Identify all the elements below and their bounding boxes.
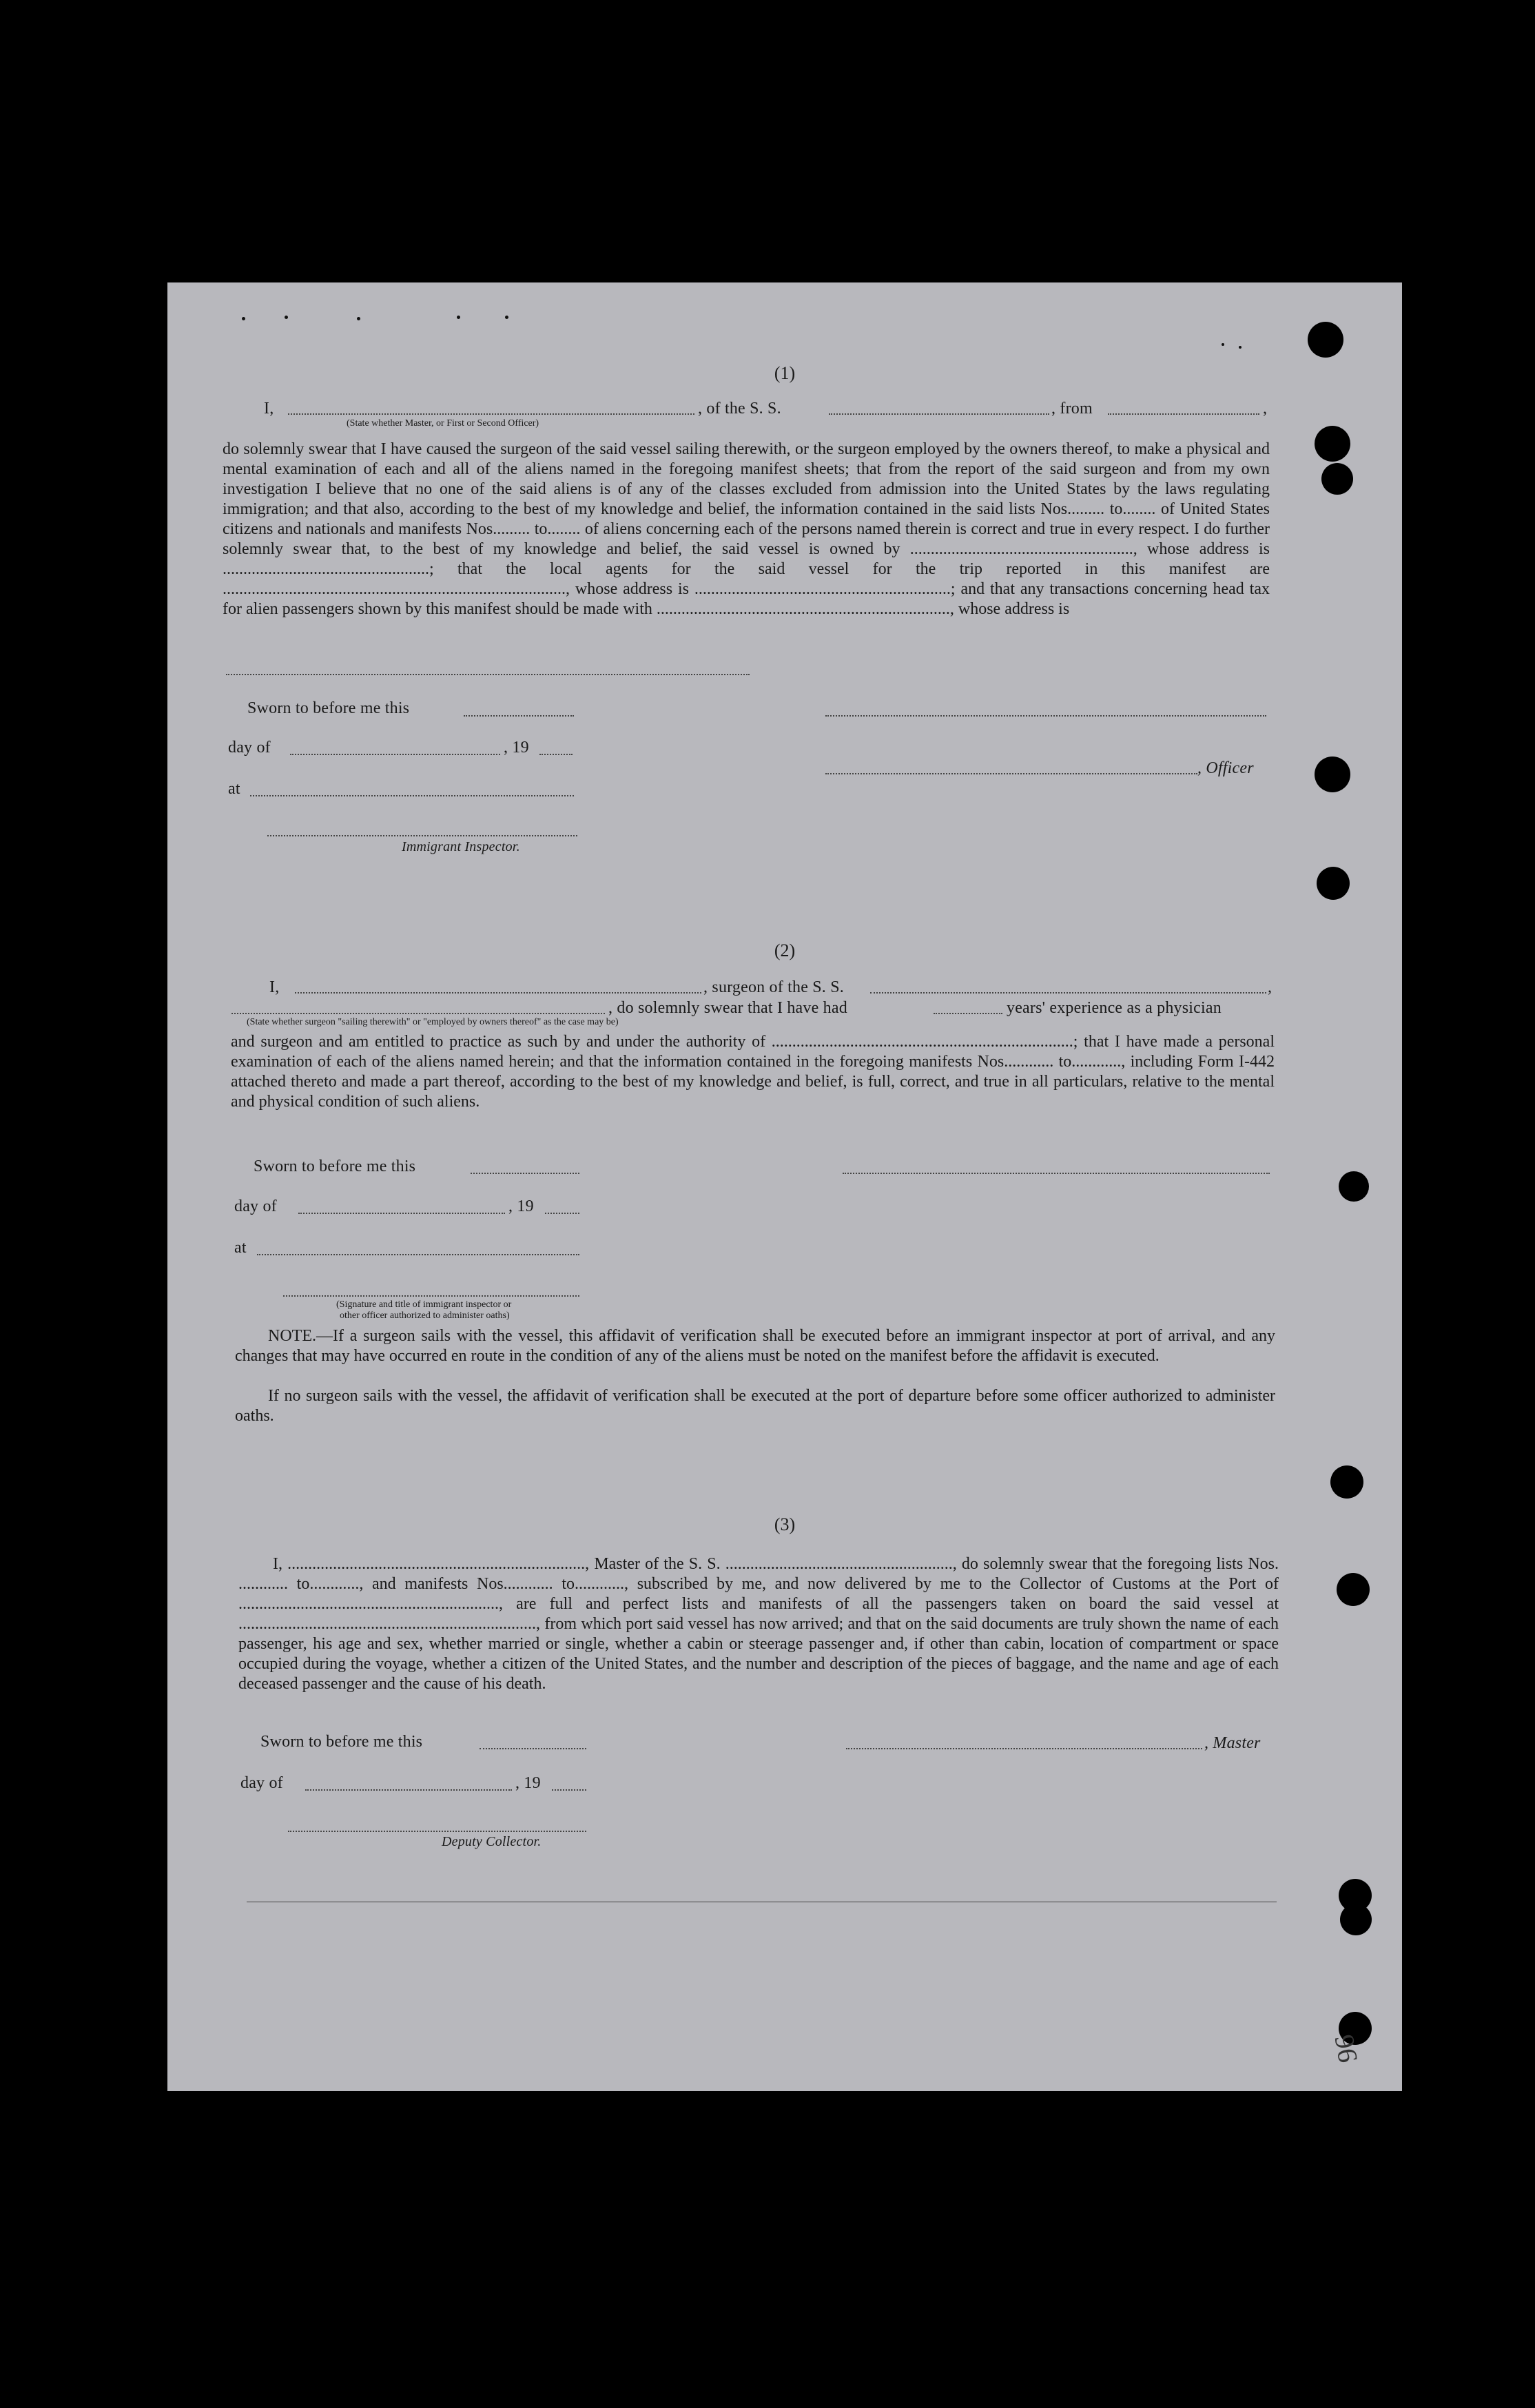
- s1-officer-note: (State whether Master, or First or Second Officer): [347, 418, 539, 429]
- fill-line: [295, 992, 701, 994]
- s1-sworn: Sworn to before me this: [247, 699, 410, 717]
- fill-line: [539, 754, 573, 755]
- s2-at: at: [234, 1239, 247, 1257]
- fill-line: [250, 795, 574, 796]
- s3-oath-text: I, ........................................................................, Master of the S. S. ......................................................., do solemnly swear that the foregoing lists Nos. ............ to............, and manifests Nos............ to............, subscribed by me, and now delivered by me to the Collector of Customs at the Port of ..............................................................., are full and perfect lists and manifests of all the passengers taken on board the said vessel at ........................................................................, from which port said vessel has now arrived; and that on the said documents are truly shown the name of each passenger, his age and sex, whether married or single, whether a cabin or steerage passenger and, if other than cabin, location of compartment or space occupied during the voyage, whether a citizen of the United States, and the number and description of the pieces of baggage, and the name and age of each deceased passenger and the cause of his death.: [238, 1555, 1279, 1693]
- punch-hole: [1321, 463, 1353, 495]
- speck: [357, 317, 360, 320]
- signature-line: [288, 1831, 586, 1832]
- s2-sig-note-1: (Signature and title of immigrant inspector or: [336, 1299, 512, 1310]
- signature-line: [825, 773, 1197, 774]
- s2-note-2: If no surgeon sails with the vessel, the affidavit of verification shall be executed at the port of departure before some officer authorized to administer oaths.: [235, 1387, 1275, 1425]
- speck: [285, 316, 288, 319]
- s3-year: , 19: [515, 1774, 541, 1792]
- punch-hole: [1317, 867, 1350, 900]
- fill-line: [829, 413, 1049, 415]
- s2-comma: ,: [1268, 978, 1273, 996]
- s3-day: day of: [240, 1774, 283, 1792]
- punch-hole: [1339, 1171, 1369, 1202]
- fill-line: [480, 1748, 586, 1749]
- s2-surgeon: , surgeon of the S. S.: [703, 978, 844, 996]
- s1-from: , from: [1051, 400, 1093, 418]
- s1-day: day of: [228, 739, 271, 757]
- s2-swear: , do solemnly swear that I have had: [608, 999, 847, 1017]
- fill-line: [545, 1213, 579, 1214]
- speck: [1239, 346, 1242, 349]
- punch-hole: [1315, 757, 1350, 792]
- s1-year: , 19: [504, 739, 529, 757]
- fill-line: [464, 715, 574, 717]
- fill-line: [934, 1013, 1002, 1014]
- s2-note-1: NOTE.—If a surgeon sails with the vessel, this affidavit of verification shall be executed before an immigrant inspector at port of arrival, and any changes that may have occurred en route in the condition of any of the aliens must be noted on the manifest before the affidavit is executed.: [235, 1327, 1275, 1365]
- s1-inspector: Immigrant Inspector.: [402, 839, 520, 854]
- fill-line: [870, 992, 1266, 994]
- fill-line: [1108, 413, 1259, 415]
- fill-line: [288, 413, 694, 415]
- s2-sig-note-2: other officer authorized to administer oaths): [340, 1310, 510, 1321]
- fill-line: [231, 1013, 605, 1014]
- s2-sworn: Sworn to before me this: [254, 1157, 416, 1175]
- s1-oath-text: do solemnly swear that I have caused the surgeon of the said vessel sailing therewith, or the surgeon employed by the owners thereof, to make a physical and mental examination of each and all of the aliens named in the foregoing manifest sheets; that from the report of the said surgeon and from my own investigation I believe that no one of the said aliens is of any of the classes excluded from admission into the United States by the laws regulating immigration; and that also, according to the best of my knowledge and belief, the information contained in the said lists Nos......... to........ of United States citizens and nationals and manifests Nos......... to........ of aliens concerning each of the persons named therein is correct and true in every respect. I do further solemnly swear that, to the best of my knowledge and belief, the said vessel is owned by ......................................................, whose address is ..................................................; that the local agents for the said vessel for the trip reported in this manifest are ..................................................................................., whose address is ..............................................................; and that any transactions concerning head tax for alien passengers shown by this manifest should be made with ......................................................................., whose address is: [223, 440, 1270, 618]
- signature-line: [283, 1295, 579, 1297]
- section-1-number: (1): [774, 363, 796, 383]
- margin-mark: 96: [1328, 2032, 1363, 2066]
- s1-i: I,: [264, 400, 274, 418]
- fill-line: [471, 1173, 579, 1174]
- speck: [505, 316, 508, 319]
- fill-line: [298, 1213, 505, 1214]
- fill-line: [226, 674, 750, 675]
- punch-hole: [1337, 1573, 1370, 1606]
- signature-line: [825, 715, 1266, 717]
- s2-year: , 19: [508, 1197, 534, 1215]
- signature-line: [843, 1173, 1270, 1174]
- s2-day: day of: [234, 1197, 277, 1215]
- signature-line: [267, 835, 577, 836]
- s3-deputy: Deputy Collector.: [442, 1834, 542, 1849]
- signature-line: [846, 1748, 1202, 1749]
- form-page: [167, 282, 1402, 2091]
- punch-hole: [1315, 426, 1350, 462]
- fill-line: [552, 1789, 586, 1791]
- s2-oath-text: and surgeon and am entitled to practice as such by and under the authority of .........................................................................; that I have made a personal examination of each of the aliens named herein; and that the information contained in the foregoing manifests Nos............ to............, including Form I-442 attached thereto and made a part thereof, according to the best of my knowledge and belief, is full, correct, and true in all particulars, relative to the mental and physical condition of such aliens.: [231, 1033, 1275, 1111]
- fill-line: [305, 1789, 512, 1791]
- fill-line: [257, 1254, 579, 1255]
- s3-master: , Master: [1204, 1734, 1261, 1752]
- s1-at: at: [228, 780, 240, 798]
- section-2-number: (2): [774, 940, 796, 960]
- s1-of-ss: , of the S. S.: [698, 400, 781, 418]
- punch-hole: [1340, 1904, 1372, 1935]
- s3-sworn: Sworn to before me this: [260, 1733, 423, 1751]
- speck: [1222, 343, 1224, 346]
- s1-officer: , Officer: [1197, 759, 1254, 777]
- section-3-number: (3): [774, 1514, 796, 1534]
- s1-comma: ,: [1263, 400, 1268, 418]
- speck: [457, 316, 460, 319]
- s2-i: I,: [269, 978, 280, 996]
- s2-years: years' experience as a physician: [1007, 999, 1222, 1017]
- speck: [242, 317, 245, 320]
- punch-hole: [1308, 322, 1343, 358]
- s2-surgeon-note: (State whether surgeon "sailing therewith" or "employed by owners thereof" as the case may be): [247, 1017, 619, 1027]
- fill-line: [290, 754, 500, 755]
- punch-hole: [1330, 1465, 1363, 1499]
